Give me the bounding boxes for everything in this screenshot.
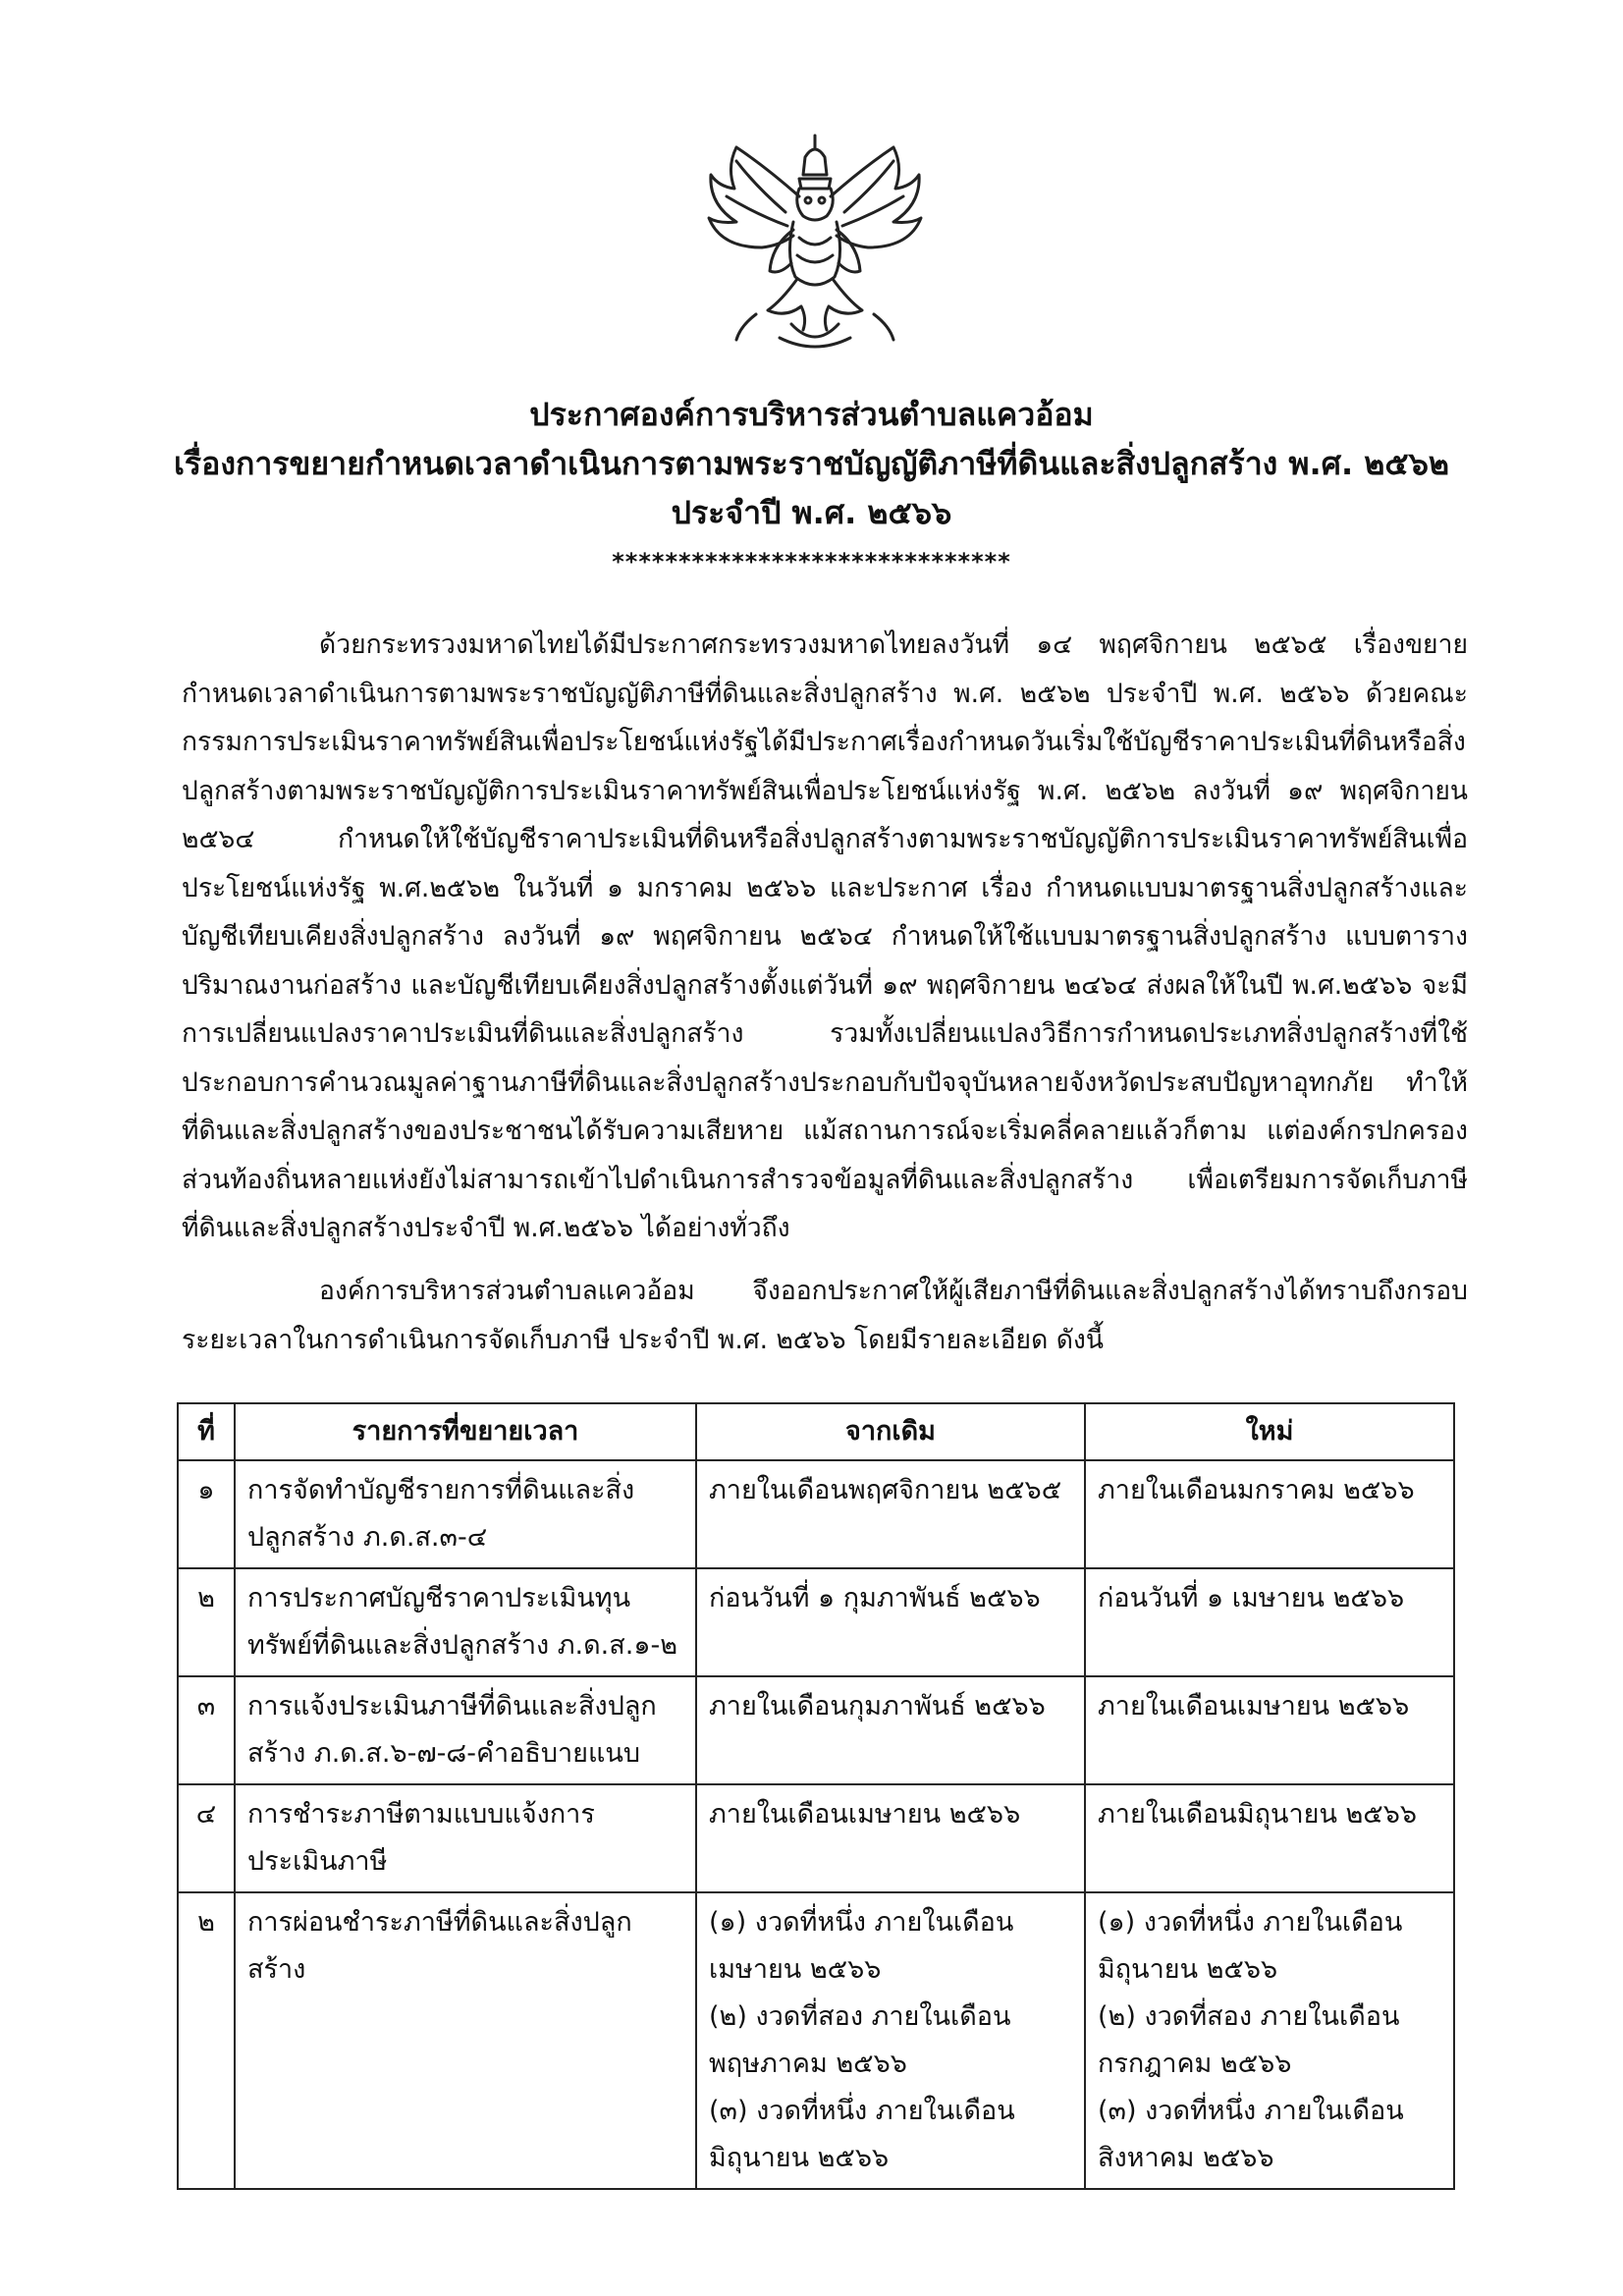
row-old-deadline: ภายในเดือนกุมภาพันธ์ ๒๕๖๖ xyxy=(696,1676,1085,1784)
table-row xyxy=(178,1892,1454,2189)
table-row xyxy=(178,1676,1454,1784)
table-row xyxy=(178,1568,1454,1676)
row-old-deadline: ภายในเดือนเมษายน ๒๕๖๖ xyxy=(696,1784,1085,1892)
body-paragraph-2: องค์การบริหารส่วนตำบลแควอ้อม จึงออกประกาศให้ผู้เสียภาษีที่ดินและสิ่งปลูกสร้างได้ทราบถึงกรอบระยะเวลาในการดำเนินการจัดเก็บภาษี ประจำปี พ.ศ. ๒๕๖๖ โดยมีรายละเอียด ดังนี้ xyxy=(182,1276,1468,1355)
row-item: การผ่อนชำระภาษีที่ดินและสิ่งปลูกสร้าง xyxy=(235,1892,696,2189)
row-new-deadline: ภายในเดือนมิถุนายน ๒๕๖๖ xyxy=(1085,1784,1454,1892)
row-new-deadline: ภายในเดือนมกราคม ๒๕๖๖ xyxy=(1085,1460,1454,1568)
row-item: การแจ้งประเมินภาษีที่ดินและสิ่งปลูกสร้าง ภ.ด.ส.๖-๗-๘-คำอธิบายแนบ xyxy=(235,1676,696,1784)
row-number: ๔ xyxy=(178,1784,235,1892)
row-number: ๒ xyxy=(178,1892,235,2189)
header-old-deadline: จากเดิม xyxy=(696,1403,1085,1460)
header-item: รายการที่ขยายเวลา xyxy=(235,1403,696,1460)
table-row xyxy=(178,1784,1454,1892)
schedule-table xyxy=(177,1402,1455,2190)
row-new-deadline: ก่อนวันที่ ๑ เมษายน ๒๕๖๖ xyxy=(1085,1568,1454,1676)
announcement-subject: เรื่องการขยายกำหนดเวลาดำเนินการตามพระราชบัญญัติภาษีที่ดินและสิ่งปลูกสร้าง พ.ศ. ๒๕๖๒ xyxy=(173,445,1449,482)
title-separator: ****************************** xyxy=(612,548,1011,575)
announcement-year: ประจำปี พ.ศ. ๒๕๖๖ xyxy=(671,494,952,531)
row-old-deadline: ก่อนวันที่ ๑ กุมภาพันธ์ ๒๕๖๖ xyxy=(696,1568,1085,1676)
row-old-deadline: ภายในเดือนพฤศจิกายน ๒๕๖๕ xyxy=(696,1460,1085,1568)
row-number: ๑ xyxy=(178,1460,235,1568)
table-row xyxy=(178,1460,1454,1568)
header-new-deadline: ใหม่ xyxy=(1085,1403,1454,1460)
row-new-deadline: ภายในเดือนเมษายน ๒๕๖๖ xyxy=(1085,1676,1454,1784)
row-old-deadline: (๑) งวดที่หนึ่ง ภายในเดือน เมษายน ๒๕๖๖ (๒) งวดที่สอง ภายในเดือน พฤษภาคม ๒๕๖๖ (๓) งวดที่หนึ่ง ภายในเดือน มิถุนายน ๒๕๖๖ xyxy=(696,1892,1085,2189)
body-paragraph-1: ด้วยกระทรวงมหาดไทยได้มีประกาศกระทรวงมหาดไทยลงวันที่ ๑๔ พฤศจิกายน ๒๕๖๕ เรื่องขยายกำหนดเวลาดำเนินการตามพระราชบัญญัติภาษีที่ดินและสิ่งปลูกสร้าง พ.ศ. ๒๕๖๒ ประจำปี พ.ศ. ๒๕๖๖ ด้วยคณะกรรมการประเมินราคาทรัพย์สินเพื่อประโยชน์แห่งรัฐได้มีประกาศเรื่องกำหนดวันเริ่มใช้บัญชีราคาประเมินที่ดินหรือสิ่งปลูกสร้างตามพระราชบัญญัติการประเมินราคาทรัพย์สินเพื่อประโยชน์แห่งรัฐ พ.ศ. ๒๕๖๒ ลงวันที่ ๑๙ พฤศจิกายน ๒๕๖๔ กำหนดให้ใช้บัญชีราคาประเมินที่ดินหรือสิ่งปลูกสร้างตามพระราชบัญญัติการประเมินราคาทรัพย์สินเพื่อประโยชน์แห่งรัฐ พ.ศ.๒๕๖๒ ในวันที่ ๑ มกราคม ๒๕๖๖ และประกาศ เรื่อง กำหนดแบบมาตรฐานสิ่งปลูกสร้างและบัญชีเทียบเคียงสิ่งปลูกสร้าง ลงวันที่ ๑๙ พฤศจิกายน ๒๕๖๔ กำหนดให้ใช้แบบมาตรฐานสิ่งปลูกสร้าง แบบตารางปริมาณงานก่อสร้าง และบัญชีเทียบเคียงสิ่งปลูกสร้างตั้งแต่วันที่ ๑๙ พฤศจิกายน ๒๔๖๔ ส่งผลให้ในปี พ.ศ.๒๕๖๖ จะมีการเปลี่ยนแปลงราคาประเมินที่ดินและสิ่งปลูกสร้าง รวมทั้งเปลี่ยนแปลงวิธีการกำหนดประเภทสิ่งปลูกสร้างที่ใช้ประกอบการคำนวณมูลค่าฐานภาษีที่ดินและสิ่งปลูกสร้างประกอบกับปัจจุบันหลายจังหวัดประสบปัญหาอุทกภัย ทำให้ที่ดินและสิ่งปลูกสร้างของประชาชนได้รับความเสียหาย แม้สถานการณ์จะเริ่มคลี่คลายแล้วก็ตาม แต่องค์กรปกครองส่วนท้องถิ่นหลายแห่งยังไม่สามารถเข้าไปดำเนินการสำรวจข้อมูลที่ดินและสิ่งปลูกสร้าง เพื่อเตรียมการจัดเก็บภาษีที่ดินและสิ่งปลูกสร้างประจำปี พ.ศ.๒๕๖๖ ได้อย่างทั่วถึง xyxy=(182,629,1468,1243)
row-number: ๒ xyxy=(178,1568,235,1676)
header-no: ที่ xyxy=(178,1403,235,1460)
table-header-row xyxy=(178,1403,1454,1460)
garuda-emblem-icon xyxy=(697,128,933,354)
row-item: การประกาศบัญชีราคาประเมินทุนทรัพย์ที่ดินและสิ่งปลูกสร้าง ภ.ด.ส.๑-๒ xyxy=(235,1568,696,1676)
row-item: การจัดทำบัญชีรายการที่ดินและสิ่งปลูกสร้าง ภ.ด.ส.๓-๔ xyxy=(235,1460,696,1568)
row-item: การชำระภาษีตามแบบแจ้งการประเมินภาษี xyxy=(235,1784,696,1892)
row-new-deadline: (๑) งวดที่หนึ่ง ภายในเดือน มิถุนายน ๒๕๖๖ (๒) งวดที่สอง ภายในเดือน กรกฎาคม ๒๕๖๖ (๓) งวดที่หนึ่ง ภายในเดือน สิงหาคม ๒๕๖๖ xyxy=(1085,1892,1454,2189)
announcement-title: ประกาศองค์การบริหารส่วนตำบลแควอ้อม xyxy=(529,396,1094,433)
row-number: ๓ xyxy=(178,1676,235,1784)
